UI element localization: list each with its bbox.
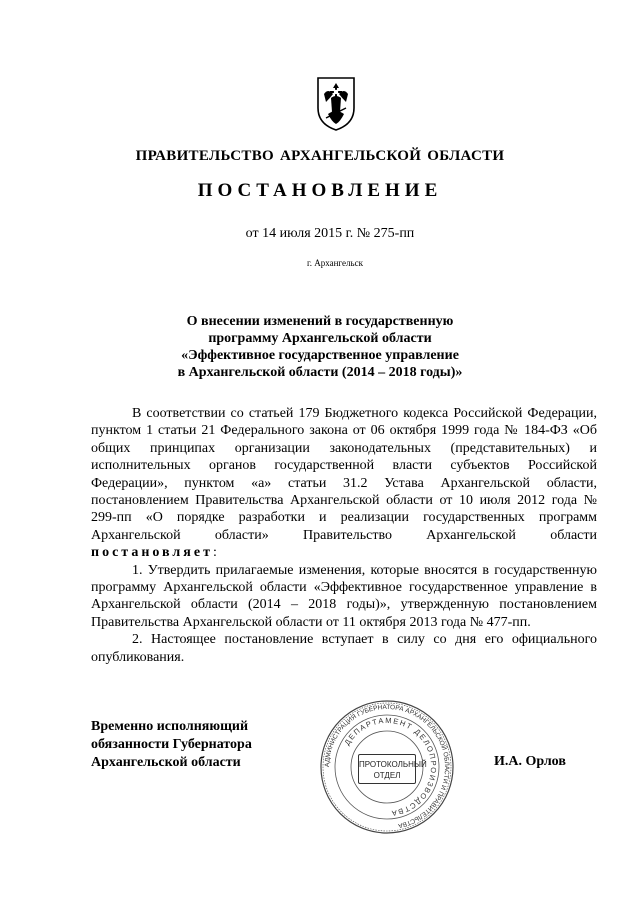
stamp-center-box — [358, 754, 427, 784]
signatory-position — [91, 718, 252, 772]
position-line: обязанности Губернатора — [91, 737, 252, 752]
preamble-paragraph — [91, 405, 597, 562]
resolves-colon: : — [212, 545, 217, 561]
stamp-box-line: ОТДЕЛ — [373, 771, 401, 780]
resolves-word: постановляет — [91, 545, 213, 561]
stamp-box-line: ПРОТОКОЛЬНЫЙ — [359, 760, 427, 769]
document-city: г. Архангельск — [307, 258, 363, 268]
document-subject — [0, 313, 640, 381]
position-line: Временно исполняющий — [91, 719, 249, 734]
item-paragraph-1: 1. Утвердить прилагаемые изменения, которые вносятся в государственную программу Архангельской области «Эффективное государственное управление в Архангельской области (2014 – 2018 годы)», утвержденную постановлением Правительства Архангельской области от 11 октября 2013 года № 477-пп. — [91, 562, 597, 630]
document-type: ПОСТАНОВЛЕНИЕ — [197, 180, 443, 201]
position-line: Архангельской области — [91, 755, 241, 770]
document-body — [91, 405, 597, 666]
document-date-number: от 14 июля 2015 г. № 275-пп — [245, 226, 415, 241]
subject-line: О внесении изменений в государственную — [186, 314, 454, 329]
preamble-text: В соответствии со статьей 179 Бюджетного кодекса Российской Федерации, пунктом 1 статьи 21 Федерального закона от 06 октября 1999 года № 184-ФЗ «Об общих принципах организации законодательных (представительных) и исполнительных органов государственной власти субъектов Российской Федерации», пунктом «а» статьи 31.2 Устава Архангельской области, постановлением Правительства Архангельской области от 10 июля 2012 года № 299-пп «О порядке разработки и реализации государственных программ Архангельской области» Правительство Архангельской области — [91, 406, 597, 543]
subject-line: программу Архангельской области — [208, 331, 432, 346]
subject-line: в Архангельской области (2014 – 2018 годы)» — [177, 365, 463, 380]
item-paragraph-2: 2. Настоящее постановление вступает в силу со дня его официального опубликования. — [91, 632, 597, 665]
government-title: ПРАВИТЕЛЬСТВО АРХАНГЕЛЬСКОЙ ОБЛАСТИ — [135, 148, 505, 164]
stamp-inner-text: ДЕПАРТАМЕНТ ДЕЛОПРОИЗВОДСТВА — [342, 715, 439, 818]
signatory-name: И.А. Орлов — [494, 754, 566, 769]
stamp-outer-text: АДМИНИСТРАЦИЯ ГУБЕРНАТОРА АРХАНГЕЛЬСКОЙ ОБЛАСТИ И ПРАВИТЕЛЬСТВА — [323, 703, 451, 829]
subject-line: «Эффективное государственное управление — [181, 348, 459, 363]
coat-of-arms-icon — [314, 74, 358, 132]
